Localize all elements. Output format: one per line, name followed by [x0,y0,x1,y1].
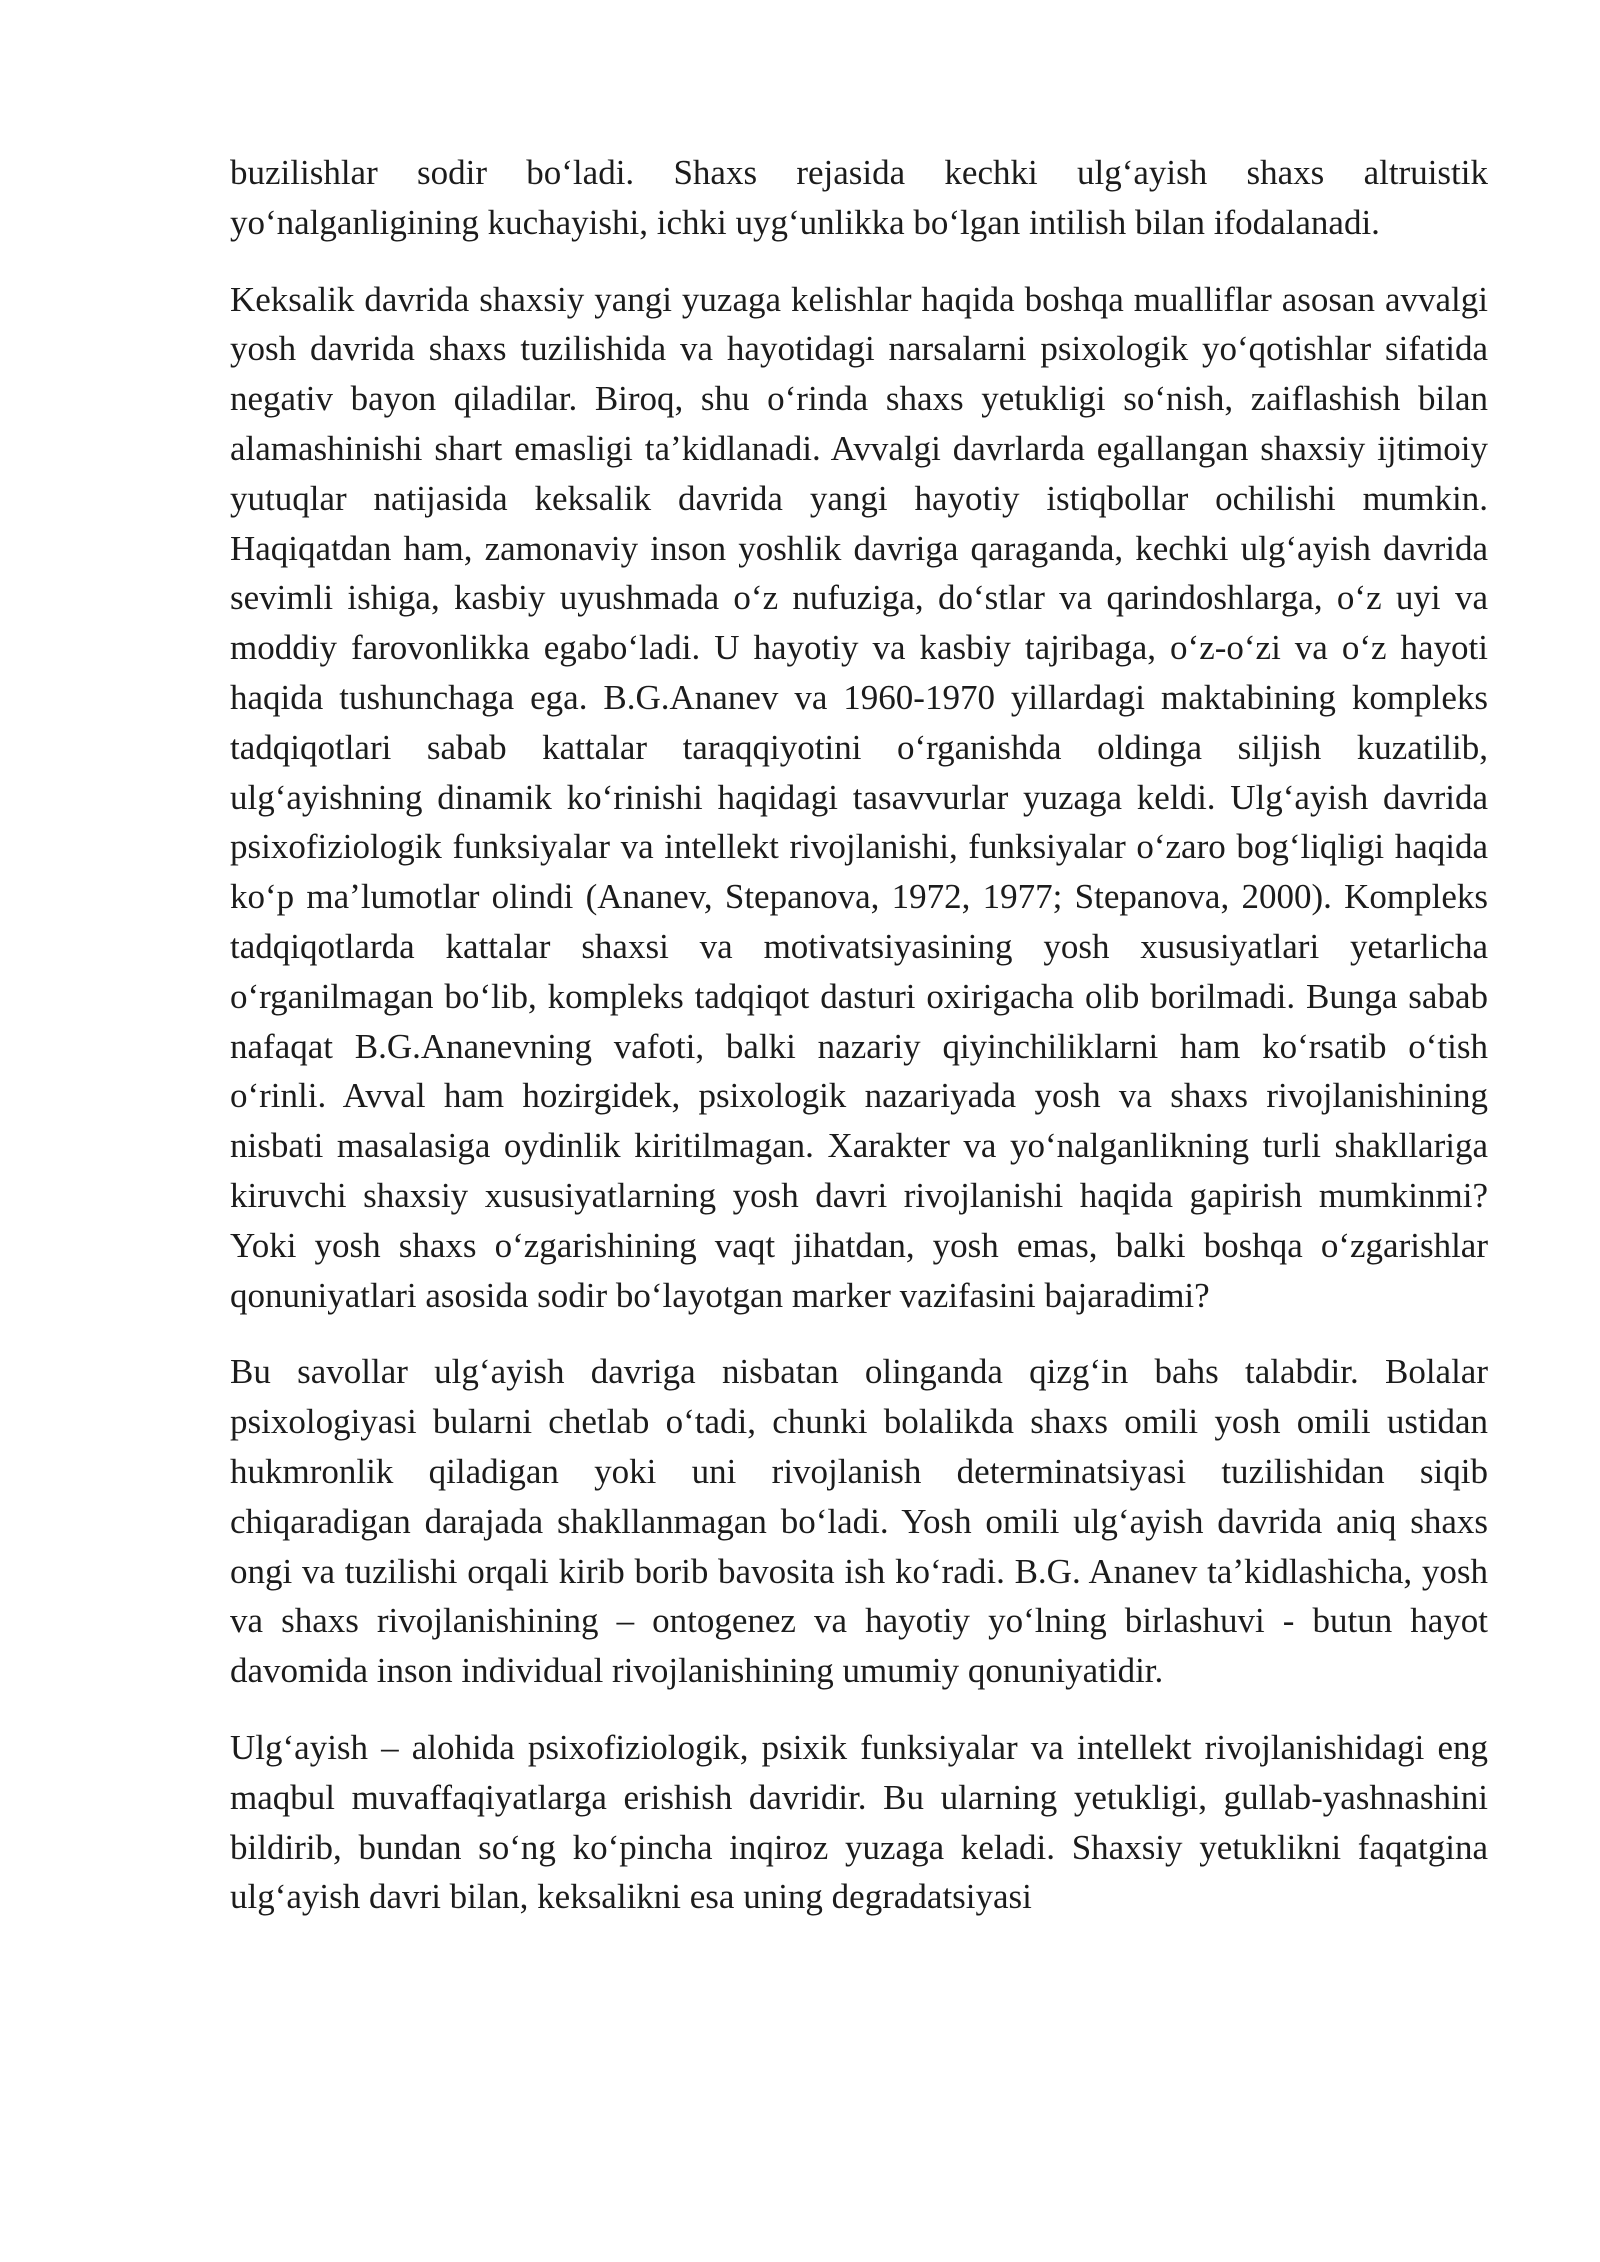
document-page [230,148,1488,1949]
paragraph-4: Ulgʻayish – alohida psixofiziologik, psixik funksiyalar va intellekt rivojlanishidagi eng maqbul muvaffaqiyatlarga erishish davridir. Bu ularning yetukligi, gullab-yashnashini bildirib, bundan soʻng koʻpincha inqiroz yuzaga keladi. Shaxsiy yetuklikni faqatgina ulgʻayish davri bilan, keksalikni esa uning degradatsiyasi [230,1727,1488,1917]
paragraph-3: Bu savollar ulgʻayish davriga nisbatan olinganda qizgʻin bahs talabdir. Bolalar psixologiyasi bularni chetlab oʻtadi, chunki bolalikda shaxs omili yosh omili ustidan hukmronlik qiladigan yoki uni rivojlanish determinatsiyasi tuzilishidan siqib chiqaradigan darajada shakllanmagan boʻladi. Yosh omili ulgʻayish davrida aniq shaxs ongi va tuzilishi orqali kirib borib bavosita ish koʻradi. B.G. Ananev taʼkidlashicha, yosh va shaxs rivojlanishining – ontogenez va hayotiy yoʻlning birlashuvi - butun hayot davomida inson individual rivojlanishining umumiy qonuniyatidir. [230,1352,1488,1691]
paragraph-1: buzilishlar sodir boʻladi. Shaxs rejasida kechki ulgʻayish shaxs altruistik yoʻnalganligining kuchayishi, ichki uygʻunlikka boʻlgan intilish bilan ifodalanadi. [230,153,1488,242]
paragraph-2: Keksalik davrida shaxsiy yangi yuzaga kelishlar haqida boshqa mualliflar asosan avvalgi yosh davrida shaxs tuzilishida va hayotidagi narsalarni psixologik yoʻqotishlar sifatida negativ bayon qiladilar. Biroq, shu oʻrinda shaxs yetukligi soʻnish, zaiflashish bilan alamashinishi shart emasligi taʼkidlanadi. Avvalgi davrlarda egallangan shaxsiy ijtimoiy yutuqlar natijasida keksalik davrida yangi hayotiy istiqbollar ochilishi mumkin. Haqiqatdan ham, zamonaviy inson yoshlik davriga qaraganda, kechki ulgʻayish davrida sevimli ishiga, kasbiy uyushmada oʻz nufuziga, doʻstlar va qarindoshlarga, oʻz uyi va moddiy farovonlikka egaboʻladi. U hayotiy va kasbiy tajribaga, oʻz-oʻzi va oʻz hayoti haqida tushunchaga ega. B.G.Ananev va 1960-1970 yillardagi maktabining kompleks tadqiqotlari sabab kattalar taraqqiyotini oʻrganishda oldinga siljish kuzatilib, ulgʻayishning dinamik koʻrinishi haqidagi tasavvurlar yuzaga keldi. Ulgʻayish davrida psixofiziologik funksiyalar va intellekt rivojlanishi, funksiyalar oʻzaro bogʻliqligi haqida koʻp maʼlumotlar olindi (Ananev, Stepanova, 1972, 1977; Stepanova, 2000). Kompleks tadqiqotlarda kattalar shaxsi va motivatsiyasining yosh xususiyatlari yetarlicha oʻrganilmagan boʻlib, kompleks tadqiqot dasturi oxirigacha olib borilmadi. Bunga sabab nafaqat B.G.Ananevning vafoti, balki nazariy qiyinchiliklarni ham koʻrsatib oʻtish oʻrinli. Avval ham hozirgidek, psixologik nazariyada yosh va shaxs rivojlanishining nisbati masalasiga oydinlik kiritilmagan. Xarakter va yoʻnalganlikning turli shakllariga kiruvchi shaxsiy xususiyatlarning yosh davri rivojlanishi haqida gapirish mumkinmi? Yoki yosh shaxs oʻzgarishining vaqt jihatdan, yosh emas, balki boshqa oʻzgarishlar qonuniyatlari asosida sodir boʻlayotgan marker vazifasini bajaradimi? [230,279,1488,1315]
